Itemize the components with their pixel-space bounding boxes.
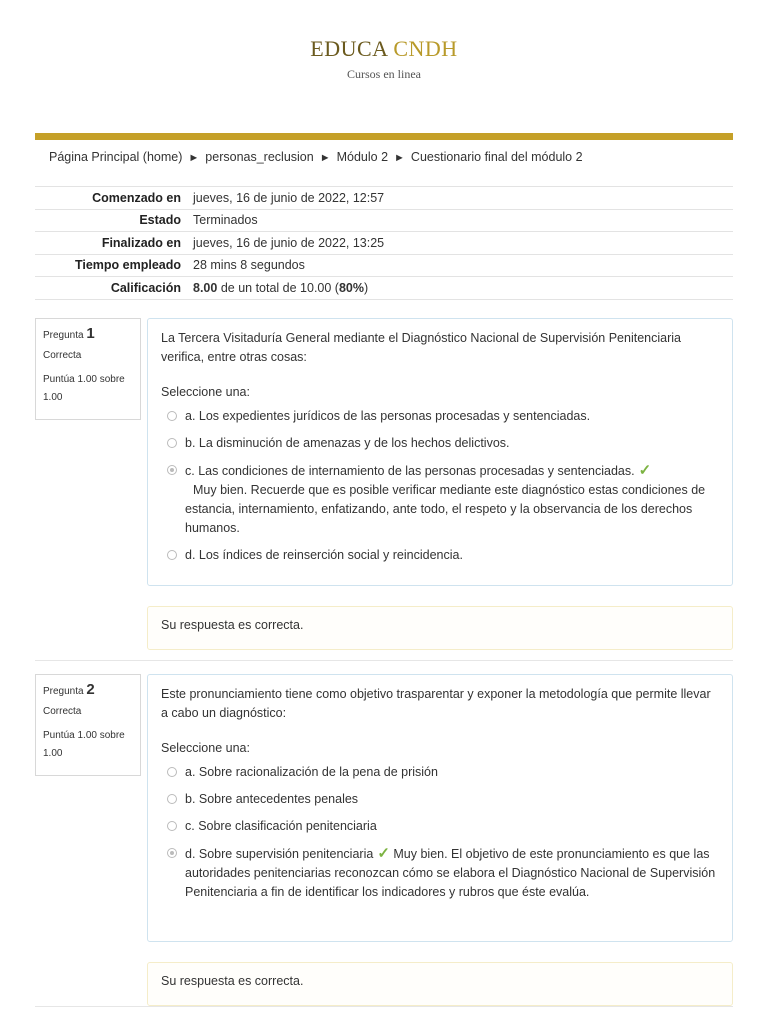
summary-label: Tiempo empleado (35, 254, 187, 277)
check-icon: ✓ (638, 462, 652, 479)
question-separator (35, 1006, 733, 1007)
answer-option-d[interactable] (161, 844, 719, 902)
question-label: Pregunta (43, 330, 84, 341)
option-feedback: Muy bien. Recuerde que es posible verificar mediante este diagnóstico estas condiciones de estancia, internamiento, enfatizando, ante todo, el respeto y la observancia de los derechos humanos. (185, 483, 706, 535)
summary-value: Terminados (187, 209, 733, 232)
question-grade: Puntúa 1.00 sobre 1.00 (43, 730, 125, 759)
answer-option-c[interactable] (161, 817, 719, 836)
header-divider (35, 133, 733, 140)
check-icon: ✓ (377, 845, 390, 862)
answer-prompt: Seleccione una: (161, 385, 250, 399)
option-label: b. Sobre antecedentes penales (185, 792, 359, 806)
answer-option-b[interactable] (161, 434, 719, 453)
question-number-value: 2 (86, 681, 95, 698)
radio-button-selected[interactable] (167, 465, 177, 475)
question-feedback-1: Su respuesta es correcta. (147, 606, 733, 650)
question-info-2 (35, 674, 141, 776)
site-tagline: Cursos en linea (347, 67, 421, 81)
summary-value: jueves, 16 de junio de 2022, 12:57 (187, 187, 733, 210)
option-label: a. Sobre racionalización de la pena de prisión (185, 765, 438, 779)
logo-educa: EDUCA (310, 36, 388, 61)
breadcrumb-course[interactable]: personas_reclusion (205, 150, 314, 164)
option-label: d. Los índices de reinserción social y reincidencia. (185, 548, 463, 562)
radio-button[interactable] (167, 550, 177, 560)
site-logo[interactable] (0, 36, 768, 62)
question-info-1 (35, 318, 141, 420)
summary-row (35, 209, 733, 232)
breadcrumb-module[interactable]: Módulo 2 (336, 150, 389, 164)
option-label: c. Las condiciones de internamiento de las personas procesadas y sentenciadas. (185, 464, 635, 478)
option-label: c. Sobre clasificación penitenciaria (185, 819, 377, 833)
answer-option-b[interactable] (161, 790, 719, 809)
breadcrumb (49, 150, 583, 164)
breadcrumb-separator: ► (188, 152, 200, 164)
radio-button[interactable] (167, 411, 177, 421)
radio-button[interactable] (167, 767, 177, 777)
answer-option-a[interactable] (161, 763, 719, 782)
answer-prompt: Seleccione una: (161, 741, 250, 755)
summary-label: Comenzado en (35, 187, 187, 210)
summary-value: jueves, 16 de junio de 2022, 13:25 (187, 232, 733, 255)
answer-option-d[interactable] (161, 546, 719, 565)
question-content-2 (147, 674, 733, 942)
attempt-summary-table (35, 186, 733, 300)
logo-cndh: CNDH (393, 36, 458, 61)
summary-label: Calificación (35, 277, 187, 300)
answer-option-c[interactable] (161, 461, 719, 538)
summary-row (35, 232, 733, 255)
option-label: b. La disminución de amenazas y de los hechos delictivos. (185, 436, 510, 450)
summary-label: Finalizado en (35, 232, 187, 255)
breadcrumb-home[interactable]: Página Principal (home) (49, 150, 183, 164)
answer-option-a[interactable] (161, 407, 719, 426)
radio-button-selected[interactable] (167, 848, 177, 858)
question-state: Correcta (43, 706, 82, 717)
question-number (43, 681, 133, 698)
summary-value: 28 mins 8 segundos (187, 254, 733, 277)
option-label: d. Sobre supervisión penitenciaria (185, 847, 374, 861)
summary-row (35, 277, 733, 300)
question-text: La Tercera Visitaduría General mediante el Diagnóstico Nacional de Supervisión Penitenciaria verifica, entre otras cosas: (161, 331, 681, 364)
grade-percent: 80% (338, 280, 364, 295)
question-text: Este pronunciamiento tiene como objetivo trasparentar y exponer la metodología que permite llevar a cabo un diagnóstico: (161, 687, 711, 720)
option-feedback: Muy bien. El objetivo de este pronunciamiento es que las autoridades penitenciarias reconozcan cómo se elabora el Diagnóstico Nacional de Supervisión Penitenciaria a fin de identificar los indicadores y rubros que éste evalúa. (185, 847, 716, 899)
question-number-value: 1 (86, 325, 95, 342)
breadcrumb-quiz[interactable]: Cuestionario final del módulo 2 (410, 150, 583, 164)
breadcrumb-separator: ► (319, 152, 331, 164)
radio-button[interactable] (167, 821, 177, 831)
summary-label: Estado (35, 209, 187, 232)
question-label: Pregunta (43, 686, 84, 697)
question-state: Correcta (43, 350, 82, 361)
radio-button[interactable] (167, 794, 177, 804)
question-number (43, 325, 133, 342)
question-grade: Puntúa 1.00 sobre 1.00 (43, 374, 125, 403)
grade-value (187, 277, 733, 300)
question-separator (35, 660, 733, 661)
question-content-1 (147, 318, 733, 586)
grade-total: de un total de 10.00 ( (217, 280, 339, 295)
radio-button[interactable] (167, 438, 177, 448)
option-label: a. Los expedientes jurídicos de las personas procesadas y sentenciadas. (185, 409, 591, 423)
summary-row (35, 254, 733, 277)
question-feedback-2: Su respuesta es correcta. (147, 962, 733, 1006)
grade-close: ) (364, 280, 369, 295)
summary-row (35, 187, 733, 210)
breadcrumb-separator: ► (394, 152, 405, 164)
grade-score: 8.00 (193, 280, 218, 295)
